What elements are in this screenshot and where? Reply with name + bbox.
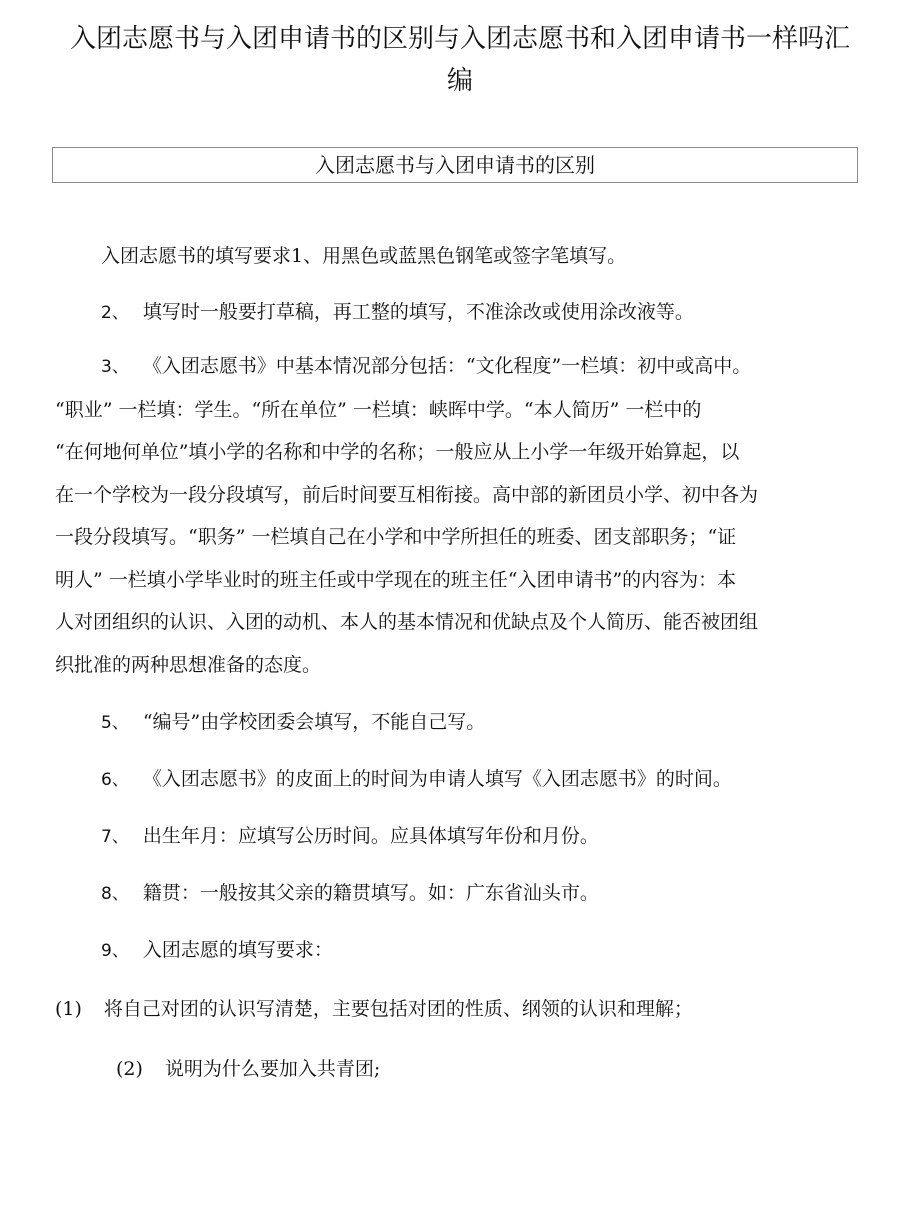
paragraph-line: 3、 《入团志愿书》中基本情况部分包括：“文化程度”一栏填：初中或高中。	[55, 345, 845, 389]
paragraph-text: 入团志愿书的填写要求1、用黑色或蓝黑色钢笔或签字笔填写。	[101, 245, 627, 267]
item-number: 8、	[101, 884, 129, 904]
item-number: 5、	[101, 713, 129, 733]
paragraph-line: 一段分段填写。“职务” 一栏填自己在小学和中学所担任的班委、团支部职务；“证	[55, 526, 737, 548]
paragraph-text: 出生年月：应填写公历时间。应具体填写年份和月份。	[142, 825, 599, 847]
document-title-line-1: 入团志愿书与入团申请书的区别与入团志愿书和入团申请书一样吗汇	[69, 24, 850, 54]
paragraph-9	[101, 929, 891, 972]
paragraph-text: 填写时一般要打草稿，再工整的填写，不准涂改或使用涂改液等。	[142, 301, 694, 323]
sub-item-number: (2)	[116, 1058, 143, 1080]
document-title	[40, 18, 880, 102]
paragraph-2	[101, 291, 891, 334]
paragraph-5	[101, 701, 891, 744]
paragraph-8	[101, 872, 891, 915]
item-number: 3、	[101, 357, 129, 377]
paragraph-line: 在一个学校为一段分段填写，前后时间要互相衔接。高中部的新团员小学、初中各为	[55, 483, 759, 506]
item-number: 2、	[101, 303, 129, 323]
document-title-line-2: 编	[446, 66, 473, 96]
paragraph-line: 人对团组织的认识、入团的动机、本人的基本情况和优缺点及个人简历、能否被团组	[55, 611, 759, 633]
item-number: 9、	[101, 941, 129, 961]
paragraph-text: 籍贯：一般按其父亲的籍贯填写。如：广东省汕头市。	[142, 882, 599, 904]
item-number: 6、	[101, 770, 129, 790]
section-heading-box	[52, 147, 858, 183]
paragraph-7	[101, 815, 891, 858]
paragraph-line: 明人” 一栏填小学毕业时的班主任或中学现在的班主任“入团申请书”的内容为：本	[55, 568, 737, 591]
sub-item-1	[55, 988, 845, 1030]
section-title: 入团志愿书与入团申请书的区别	[315, 153, 595, 177]
paragraph-3	[55, 345, 845, 686]
sub-item-text: 将自己对团的认识写清楚，主要包括对团的性质、纲领的认识和理解；	[103, 998, 693, 1020]
paragraph-line: “在何地何单位”填小学的名称和中学的名称；一般应从上小学一年级开始算起，以	[55, 441, 740, 463]
paragraph-text: “编号”由学校团委会填写，不能自己写。	[142, 711, 486, 733]
paragraph-line: “职业” 一栏填：学生。“所在单位” 一栏填：峡晖中学。“本人简历” 一栏中的	[55, 398, 702, 421]
sub-item-text: 说明为什么要加入共青团;	[164, 1058, 381, 1080]
item-number: 7、	[101, 827, 129, 847]
paragraph-text: 入团志愿的填写要求：	[142, 939, 333, 961]
paragraph-text: 《入团志愿书》的皮面上的时间为申请人填写《入团志愿书》的时间。	[142, 768, 732, 790]
paragraph-6	[101, 758, 891, 801]
sub-item-number: (1)	[55, 998, 82, 1020]
paragraph-1	[101, 235, 891, 277]
paragraph-line: 织批准的两种思想准备的态度。	[55, 653, 322, 676]
sub-item-2	[116, 1048, 906, 1090]
